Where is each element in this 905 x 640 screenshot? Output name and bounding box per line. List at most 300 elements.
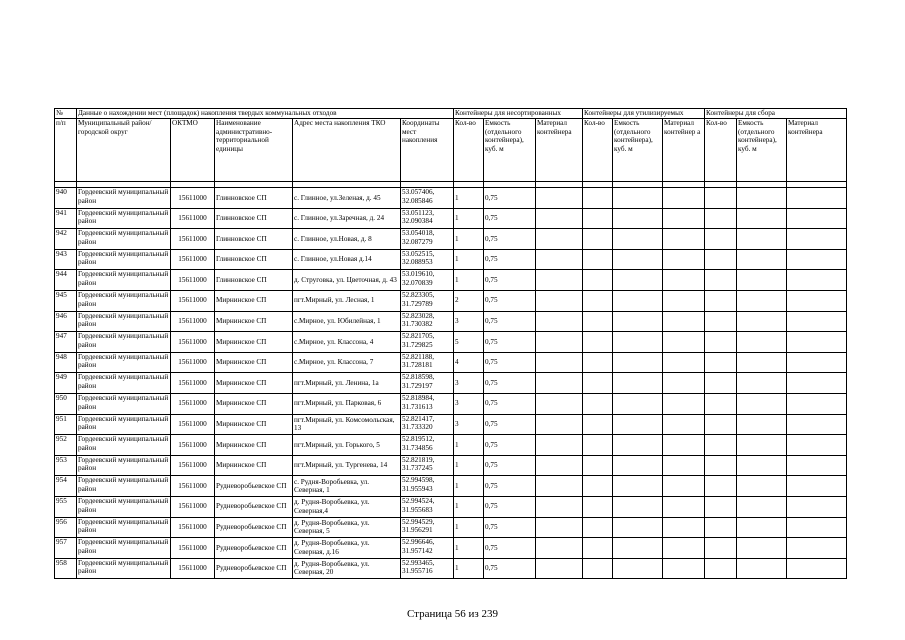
recycle-material-cell	[663, 414, 705, 435]
header-num-top: №	[55, 109, 77, 119]
recycle-material-cell	[663, 435, 705, 456]
collect-volume-cell	[737, 455, 787, 476]
unsorted-volume-cell: 0,75	[484, 435, 536, 456]
collect-qty-cell	[705, 414, 737, 435]
unsorted-material-cell	[536, 290, 583, 311]
unsorted-material-cell	[536, 311, 583, 332]
recycle-volume-cell	[613, 538, 663, 559]
row-number: 950	[55, 393, 77, 414]
recycle-material-cell	[663, 476, 705, 497]
collect-volume-cell	[737, 517, 787, 538]
unsorted-material-cell	[536, 496, 583, 517]
oktmo-cell: 15611000	[171, 496, 215, 517]
row-number: 953	[55, 455, 77, 476]
collect-material-cell	[787, 558, 847, 579]
header-num: п/п	[55, 119, 77, 182]
unsorted-qty-cell: 5	[454, 332, 484, 353]
municipality-cell: Гордеевский муниципальный район	[77, 476, 171, 497]
recycle-qty-cell	[583, 517, 613, 538]
unsorted-volume-cell: 0,75	[484, 517, 536, 538]
coordinates-cell: 52.818598, 31.729197	[401, 373, 454, 394]
unsorted-volume-cell: 0,75	[484, 229, 536, 250]
admin-unit-cell: Глинновское СП	[215, 249, 293, 270]
collect-volume-cell	[737, 270, 787, 291]
collect-material-cell	[787, 455, 847, 476]
recycle-volume-cell	[613, 311, 663, 332]
recycle-qty-cell	[583, 290, 613, 311]
admin-unit-cell: Мирнинское СП	[215, 311, 293, 332]
collect-volume-cell	[737, 476, 787, 497]
unsorted-qty-cell: 1	[454, 476, 484, 497]
unsorted-material-cell	[536, 332, 583, 353]
unsorted-volume-cell: 0,75	[484, 558, 536, 579]
recycle-volume-cell	[613, 476, 663, 497]
collect-qty-cell	[705, 538, 737, 559]
collect-material-cell	[787, 249, 847, 270]
coordinates-cell: 52.994524, 31.955683	[401, 496, 454, 517]
recycle-volume-cell	[613, 249, 663, 270]
recycle-volume-cell	[613, 188, 663, 209]
header-group-collect: Контейнеры для сбора	[705, 109, 847, 119]
collect-material-cell	[787, 332, 847, 353]
recycle-material-cell	[663, 496, 705, 517]
row-number: 941	[55, 208, 77, 229]
collect-volume-cell	[737, 249, 787, 270]
unsorted-volume-cell: 0,75	[484, 311, 536, 332]
recycle-volume-cell	[613, 435, 663, 456]
recycle-qty-cell	[583, 538, 613, 559]
unsorted-volume-cell: 0,75	[484, 373, 536, 394]
unsorted-qty-cell: 1	[454, 496, 484, 517]
recycle-qty-cell	[583, 373, 613, 394]
admin-unit-cell: Мирнинское СП	[215, 393, 293, 414]
table-row	[55, 414, 847, 435]
recycle-volume-cell	[613, 393, 663, 414]
recycle-volume-cell	[613, 373, 663, 394]
table-row	[55, 517, 847, 538]
collect-qty-cell	[705, 435, 737, 456]
unsorted-qty-cell: 1	[454, 188, 484, 209]
collect-material-cell	[787, 188, 847, 209]
table-row	[55, 455, 847, 476]
address-cell: с.Мирное, ул. Юбилейная, 1	[293, 311, 401, 332]
collect-qty-cell	[705, 496, 737, 517]
table-row	[55, 538, 847, 559]
unsorted-material-cell	[536, 414, 583, 435]
unsorted-material-cell	[536, 435, 583, 456]
unsorted-material-cell	[536, 517, 583, 538]
recycle-volume-cell	[613, 496, 663, 517]
recycle-qty-cell	[583, 352, 613, 373]
collect-qty-cell	[705, 311, 737, 332]
address-cell: д. Рудня-Воробьевка, ул. Северная, д.16	[293, 538, 401, 559]
collect-volume-cell	[737, 290, 787, 311]
table-row	[55, 352, 847, 373]
admin-unit-cell: Мирнинское СП	[215, 414, 293, 435]
collect-material-cell	[787, 538, 847, 559]
admin-unit-cell: Мирнинское СП	[215, 290, 293, 311]
unsorted-qty-cell: 1	[454, 517, 484, 538]
address-cell: с.Мирное, ул. Классона, 7	[293, 352, 401, 373]
collect-volume-cell	[737, 311, 787, 332]
collect-material-cell	[787, 352, 847, 373]
unsorted-volume-cell: 0,75	[484, 476, 536, 497]
collect-qty-cell	[705, 270, 737, 291]
unsorted-volume-cell: 0,75	[484, 188, 536, 209]
address-cell: д. Рудня-Воробьевка, ул. Северная, 5	[293, 517, 401, 538]
collect-material-cell	[787, 476, 847, 497]
row-number: 949	[55, 373, 77, 394]
collect-qty-cell	[705, 373, 737, 394]
municipality-cell: Гордеевский муниципальный район	[77, 311, 171, 332]
recycle-material-cell	[663, 455, 705, 476]
coordinates-cell: 52.996646, 31.957142	[401, 538, 454, 559]
municipality-cell: Гордеевский муниципальный район	[77, 290, 171, 311]
recycle-volume-cell	[613, 270, 663, 291]
address-cell: с. Глинное, ул.Новая д.14	[293, 249, 401, 270]
row-number: 955	[55, 496, 77, 517]
oktmo-cell: 15611000	[171, 517, 215, 538]
address-cell: д. Струговка, ул. Цветочная, д. 43	[293, 270, 401, 291]
oktmo-cell: 15611000	[171, 311, 215, 332]
oktmo-cell: 15611000	[171, 393, 215, 414]
admin-unit-cell: Мирнинское СП	[215, 373, 293, 394]
header-collect-volume: Емкость (отдельного контейнера), куб. м	[737, 119, 787, 182]
unsorted-qty-cell: 3	[454, 393, 484, 414]
header-group-data: Данные о нахождении мест (площадок) накопления твердых коммунальных отходов	[77, 109, 454, 119]
table-row	[55, 435, 847, 456]
collect-qty-cell	[705, 290, 737, 311]
address-cell: с. Рудня-Воробьевка, ул. Северная, 1	[293, 476, 401, 497]
recycle-material-cell	[663, 393, 705, 414]
admin-unit-cell: Мирнинское СП	[215, 352, 293, 373]
address-cell: д. Рудня-Воробьевка, ул. Северная, 20	[293, 558, 401, 579]
municipality-cell: Гордеевский муниципальный район	[77, 496, 171, 517]
unsorted-qty-cell: 1	[454, 229, 484, 250]
row-number: 948	[55, 352, 77, 373]
recycle-volume-cell	[613, 455, 663, 476]
unsorted-qty-cell: 1	[454, 455, 484, 476]
recycle-volume-cell	[613, 332, 663, 353]
address-cell: пгт.Мирный, ул. Лесная, 1	[293, 290, 401, 311]
row-number: 957	[55, 538, 77, 559]
coordinates-cell: 52.821417, 31.733320	[401, 414, 454, 435]
recycle-material-cell	[663, 208, 705, 229]
oktmo-cell: 15611000	[171, 208, 215, 229]
recycle-material-cell	[663, 249, 705, 270]
table-row	[55, 496, 847, 517]
header-collect-qty: Кол-во	[705, 119, 737, 182]
recycle-material-cell	[663, 290, 705, 311]
collect-material-cell	[787, 393, 847, 414]
collect-qty-cell	[705, 393, 737, 414]
unsorted-material-cell	[536, 270, 583, 291]
registry-table-container	[54, 108, 846, 579]
header-collect-material: Материал контейнера	[787, 119, 847, 182]
recycle-volume-cell	[613, 208, 663, 229]
admin-unit-cell: Глинновское СП	[215, 208, 293, 229]
header-coordinates: Координаты мест накопления	[401, 119, 454, 182]
coordinates-cell: 53.052515, 32.088953	[401, 249, 454, 270]
unsorted-volume-cell: 0,75	[484, 496, 536, 517]
table-row	[55, 311, 847, 332]
unsorted-material-cell	[536, 393, 583, 414]
table-row	[55, 270, 847, 291]
collect-material-cell	[787, 270, 847, 291]
table-row	[55, 476, 847, 497]
header-admin-unit: Наименование административно-территориальной единицы	[215, 119, 293, 182]
header-unsorted-volume: Емкость (отдельного контейнера), куб. м	[484, 119, 536, 182]
admin-unit-cell: Мирнинское СП	[215, 455, 293, 476]
row-number: 951	[55, 414, 77, 435]
row-number: 946	[55, 311, 77, 332]
unsorted-material-cell	[536, 373, 583, 394]
header-unsorted-qty: Кол-во	[454, 119, 484, 182]
address-cell: с. Глинное, ул.Новая, д. 8	[293, 229, 401, 250]
recycle-material-cell	[663, 332, 705, 353]
header-group-recycle: Контейнеры для утилизируемых	[583, 109, 705, 119]
address-cell: с. Глинное, ул.Зеленая, д. 45	[293, 188, 401, 209]
unsorted-qty-cell: 1	[454, 270, 484, 291]
municipality-cell: Гордеевский муниципальный район	[77, 393, 171, 414]
recycle-qty-cell	[583, 249, 613, 270]
collect-material-cell	[787, 373, 847, 394]
row-number: 952	[55, 435, 77, 456]
municipality-cell: Гордеевский муниципальный район	[77, 455, 171, 476]
unsorted-volume-cell: 0,75	[484, 249, 536, 270]
collect-qty-cell	[705, 332, 737, 353]
municipality-cell: Гордеевский муниципальный район	[77, 373, 171, 394]
collect-qty-cell	[705, 558, 737, 579]
recycle-volume-cell	[613, 414, 663, 435]
address-cell: пгт.Мирный, ул. Комсомольская, 13	[293, 414, 401, 435]
unsorted-material-cell	[536, 208, 583, 229]
unsorted-qty-cell: 1	[454, 208, 484, 229]
collect-volume-cell	[737, 373, 787, 394]
oktmo-cell: 15611000	[171, 290, 215, 311]
header-group-unsorted: Контейнеры для несортированных	[454, 109, 583, 119]
unsorted-material-cell	[536, 538, 583, 559]
collect-material-cell	[787, 311, 847, 332]
unsorted-volume-cell: 0,75	[484, 208, 536, 229]
admin-unit-cell: Мирнинское СП	[215, 435, 293, 456]
row-number: 956	[55, 517, 77, 538]
oktmo-cell: 15611000	[171, 414, 215, 435]
header-recycle-qty: Кол-во	[583, 119, 613, 182]
recycle-material-cell	[663, 270, 705, 291]
collect-material-cell	[787, 496, 847, 517]
header-recycle-volume: Емкость (отдельного контейнера), куб. м	[613, 119, 663, 182]
table-row	[55, 229, 847, 250]
coordinates-cell: 53.051123, 32.090384	[401, 208, 454, 229]
recycle-qty-cell	[583, 332, 613, 353]
oktmo-cell: 15611000	[171, 558, 215, 579]
recycle-material-cell	[663, 517, 705, 538]
recycle-qty-cell	[583, 455, 613, 476]
row-number: 954	[55, 476, 77, 497]
collect-qty-cell	[705, 188, 737, 209]
coordinates-cell: 53.057406, 32.085846	[401, 188, 454, 209]
collect-volume-cell	[737, 538, 787, 559]
table-row	[55, 558, 847, 579]
collect-qty-cell	[705, 455, 737, 476]
collect-material-cell	[787, 208, 847, 229]
collect-qty-cell	[705, 229, 737, 250]
recycle-qty-cell	[583, 188, 613, 209]
collect-volume-cell	[737, 208, 787, 229]
recycle-material-cell	[663, 558, 705, 579]
unsorted-qty-cell: 4	[454, 352, 484, 373]
municipality-cell: Гордеевский муниципальный район	[77, 538, 171, 559]
admin-unit-cell: Рудневоробьевское СП	[215, 476, 293, 497]
recycle-qty-cell	[583, 311, 613, 332]
header-oktmo: ОКТМО	[171, 119, 215, 182]
recycle-volume-cell	[613, 290, 663, 311]
unsorted-volume-cell: 0,75	[484, 332, 536, 353]
recycle-material-cell	[663, 311, 705, 332]
header-address: Адрес места накопления ТКО	[293, 119, 401, 182]
coordinates-cell: 53.054018, 32.087279	[401, 229, 454, 250]
collect-volume-cell	[737, 332, 787, 353]
address-cell: пгт.Мирный, ул. Тургенева, 14	[293, 455, 401, 476]
unsorted-material-cell	[536, 229, 583, 250]
header-recycle-material: Материал контейнер а	[663, 119, 705, 182]
table-row	[55, 249, 847, 270]
recycle-material-cell	[663, 352, 705, 373]
municipality-cell: Гордеевский муниципальный район	[77, 188, 171, 209]
admin-unit-cell: Рудневоробьевское СП	[215, 496, 293, 517]
recycle-qty-cell	[583, 270, 613, 291]
municipality-cell: Гордеевский муниципальный район	[77, 208, 171, 229]
collect-volume-cell	[737, 393, 787, 414]
unsorted-volume-cell: 0,75	[484, 290, 536, 311]
oktmo-cell: 15611000	[171, 476, 215, 497]
coordinates-cell: 52.821705, 31.729825	[401, 332, 454, 353]
admin-unit-cell: Мирнинское СП	[215, 332, 293, 353]
address-cell: пгт.Мирный, ул. Парковая, 6	[293, 393, 401, 414]
municipality-cell: Гордеевский муниципальный район	[77, 414, 171, 435]
table-body	[55, 188, 847, 579]
table-row	[55, 208, 847, 229]
recycle-qty-cell	[583, 208, 613, 229]
municipality-cell: Гордеевский муниципальный район	[77, 558, 171, 579]
unsorted-material-cell	[536, 558, 583, 579]
recycle-qty-cell	[583, 393, 613, 414]
registry-table	[54, 108, 847, 579]
collect-qty-cell	[705, 476, 737, 497]
collect-volume-cell	[737, 435, 787, 456]
address-cell: д. Рудня-Воробьевка, ул. Северная,4	[293, 496, 401, 517]
admin-unit-cell: Глинновское СП	[215, 229, 293, 250]
table-row	[55, 290, 847, 311]
coordinates-cell: 52.821188, 31.728181	[401, 352, 454, 373]
admin-unit-cell: Рудневоробьевское СП	[215, 517, 293, 538]
collect-material-cell	[787, 517, 847, 538]
recycle-volume-cell	[613, 517, 663, 538]
row-number: 947	[55, 332, 77, 353]
address-cell: с. Глинное, ул.Заречная, д. 24	[293, 208, 401, 229]
collect-volume-cell	[737, 496, 787, 517]
collect-volume-cell	[737, 229, 787, 250]
row-number: 943	[55, 249, 77, 270]
table-row	[55, 393, 847, 414]
collect-material-cell	[787, 414, 847, 435]
admin-unit-cell: Рудневоробьевское СП	[215, 538, 293, 559]
recycle-qty-cell	[583, 558, 613, 579]
coordinates-cell: 52.994598, 31.955943	[401, 476, 454, 497]
table-row	[55, 332, 847, 353]
collect-qty-cell	[705, 352, 737, 373]
oktmo-cell: 15611000	[171, 249, 215, 270]
oktmo-cell: 15611000	[171, 188, 215, 209]
municipality-cell: Гордеевский муниципальный район	[77, 270, 171, 291]
coordinates-cell: 52.994529, 31.956291	[401, 517, 454, 538]
coordinates-cell: 52.819512, 31.734856	[401, 435, 454, 456]
unsorted-material-cell	[536, 476, 583, 497]
admin-unit-cell: Глинновское СП	[215, 270, 293, 291]
recycle-material-cell	[663, 229, 705, 250]
recycle-volume-cell	[613, 558, 663, 579]
oktmo-cell: 15611000	[171, 455, 215, 476]
oktmo-cell: 15611000	[171, 435, 215, 456]
oktmo-cell: 15611000	[171, 538, 215, 559]
unsorted-volume-cell: 0,75	[484, 455, 536, 476]
recycle-qty-cell	[583, 476, 613, 497]
unsorted-qty-cell: 1	[454, 558, 484, 579]
table-row	[55, 373, 847, 394]
collect-volume-cell	[737, 352, 787, 373]
header-unsorted-material: Материал контейнера	[536, 119, 583, 182]
unsorted-qty-cell: 1	[454, 538, 484, 559]
unsorted-volume-cell: 0,75	[484, 270, 536, 291]
recycle-qty-cell	[583, 229, 613, 250]
coordinates-cell: 52.821819, 31.737245	[401, 455, 454, 476]
header-municipality: Муниципальный район/городской округ	[77, 119, 171, 182]
recycle-material-cell	[663, 373, 705, 394]
collect-material-cell	[787, 435, 847, 456]
unsorted-volume-cell: 0,75	[484, 538, 536, 559]
oktmo-cell: 15611000	[171, 229, 215, 250]
collect-volume-cell	[737, 558, 787, 579]
unsorted-material-cell	[536, 455, 583, 476]
unsorted-qty-cell: 2	[454, 290, 484, 311]
collect-qty-cell	[705, 517, 737, 538]
recycle-qty-cell	[583, 414, 613, 435]
unsorted-volume-cell: 0,75	[484, 393, 536, 414]
unsorted-qty-cell: 3	[454, 414, 484, 435]
row-number: 945	[55, 290, 77, 311]
oktmo-cell: 15611000	[171, 373, 215, 394]
municipality-cell: Гордеевский муниципальный район	[77, 249, 171, 270]
oktmo-cell: 15611000	[171, 270, 215, 291]
row-number: 942	[55, 229, 77, 250]
unsorted-volume-cell: 0,75	[484, 352, 536, 373]
address-cell: с.Мирное, ул. Классона, 4	[293, 332, 401, 353]
municipality-cell: Гордеевский муниципальный район	[77, 229, 171, 250]
recycle-qty-cell	[583, 435, 613, 456]
row-number: 944	[55, 270, 77, 291]
collect-material-cell	[787, 229, 847, 250]
page-counter: Страница 56 из 239	[406, 608, 499, 620]
recycle-material-cell	[663, 188, 705, 209]
unsorted-qty-cell: 3	[454, 373, 484, 394]
municipality-cell: Гордеевский муниципальный район	[77, 435, 171, 456]
recycle-material-cell	[663, 538, 705, 559]
recycle-volume-cell	[613, 352, 663, 373]
collect-volume-cell	[737, 188, 787, 209]
municipality-cell: Гордеевский муниципальный район	[77, 517, 171, 538]
coordinates-cell: 52.993465, 31.955716	[401, 558, 454, 579]
